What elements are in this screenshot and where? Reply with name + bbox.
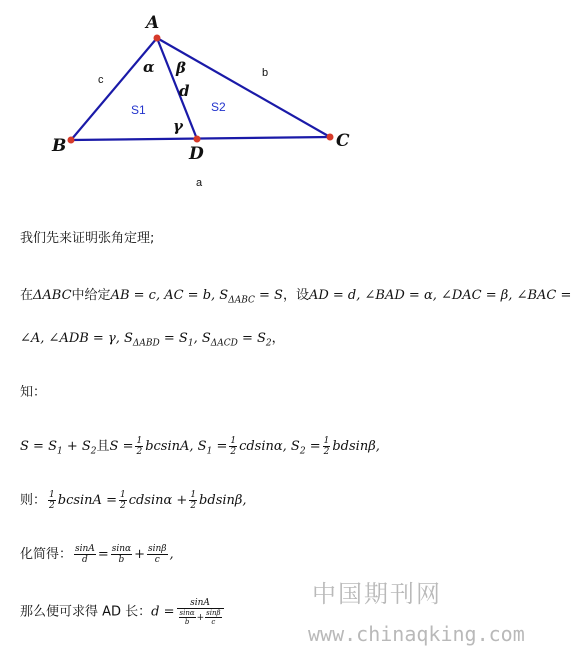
know-text: 知： bbox=[20, 385, 47, 400]
inner-frac-beta bbox=[205, 609, 221, 626]
given-sub1: ΔABC bbox=[228, 295, 255, 306]
step1-c: S = bbox=[109, 439, 134, 454]
half-den: 2 bbox=[136, 447, 143, 457]
line3-eq2: = S bbox=[159, 331, 188, 346]
given-mid: 中给定 bbox=[71, 288, 111, 303]
label-d: D bbox=[189, 144, 204, 164]
given-triangle: ΔABC bbox=[33, 288, 72, 303]
final-den bbox=[177, 609, 224, 626]
frac-den: b bbox=[118, 555, 125, 565]
half-num: 1 bbox=[49, 490, 55, 500]
inner-frac-alpha bbox=[179, 609, 196, 626]
given-line-2 bbox=[20, 328, 285, 355]
frac-num: sinα bbox=[111, 544, 132, 554]
point-b bbox=[68, 137, 75, 144]
intro-line bbox=[20, 228, 154, 250]
point-c bbox=[327, 134, 334, 141]
edge-ab bbox=[71, 38, 157, 140]
fraction-sinalpha-b bbox=[111, 544, 132, 565]
comma: , bbox=[169, 547, 174, 562]
angle-beta: β bbox=[176, 59, 186, 77]
fraction-sinA-d bbox=[74, 544, 96, 565]
step2-c: bdsinβ, bbox=[199, 493, 247, 508]
inner-num: sinα bbox=[179, 609, 195, 617]
given-prefix: 在 bbox=[20, 288, 34, 303]
line3-sub3: ΔACD bbox=[210, 338, 238, 349]
line3-eq4: = S bbox=[237, 331, 266, 346]
half-den: 2 bbox=[49, 501, 55, 511]
given-line-1 bbox=[20, 285, 571, 312]
watermark-site-name: 中国期刊网 bbox=[312, 580, 442, 608]
area-s2: S2 bbox=[211, 100, 226, 114]
label-b: B bbox=[52, 136, 67, 156]
step2-a: bcsinA = bbox=[57, 493, 117, 508]
final-line bbox=[20, 598, 226, 626]
half-num: 1 bbox=[230, 436, 237, 446]
line3-eq3: , S bbox=[193, 331, 211, 346]
step1-d: = bbox=[212, 439, 228, 454]
step1-e: = bbox=[305, 439, 321, 454]
half-den: 2 bbox=[323, 447, 330, 457]
frac-num: sinA bbox=[75, 544, 95, 554]
given-set: ，设 bbox=[282, 288, 309, 303]
triangle-figure bbox=[0, 0, 540, 200]
given-eq3: AD = d, ∠BAD = α, ∠DAC = β, ∠BAC = bbox=[308, 288, 571, 303]
area-s1: S1 bbox=[131, 103, 146, 117]
plus-sign: + bbox=[134, 547, 145, 562]
side-a-label: a bbox=[196, 177, 203, 189]
half-den: 2 bbox=[190, 501, 197, 511]
half-fraction bbox=[48, 490, 56, 511]
simplify-line bbox=[20, 544, 174, 566]
line3-sub4: 2 bbox=[265, 338, 272, 349]
watermark-url: www.chinaqking.com bbox=[308, 622, 525, 646]
frac-den: c bbox=[154, 555, 160, 565]
inner-den: c bbox=[211, 618, 216, 626]
step1-a-sub: 1 bbox=[56, 446, 63, 457]
given-eq2: = S bbox=[254, 288, 283, 303]
simplify-text: 化简得： bbox=[20, 547, 73, 562]
frac-num: sinβ bbox=[148, 544, 167, 554]
final-num: sinA bbox=[177, 598, 224, 609]
half-fraction bbox=[135, 436, 143, 457]
half-fraction bbox=[229, 436, 237, 457]
side-c-label: c bbox=[98, 74, 104, 86]
know-line bbox=[20, 382, 46, 404]
half-fraction bbox=[119, 490, 127, 511]
inner-den: b bbox=[184, 618, 190, 626]
final-text: 那么便可求得 AD 长： bbox=[20, 604, 152, 620]
intro-text: 我们先来证明张角定理; bbox=[20, 231, 155, 246]
frac-den: d bbox=[82, 555, 88, 565]
step2-b: cdsinα + bbox=[128, 493, 188, 508]
step1-line bbox=[20, 436, 380, 463]
line3-end: ， bbox=[271, 331, 285, 346]
final-d: d = bbox=[151, 604, 175, 620]
label-c: C bbox=[336, 131, 350, 151]
angle-alpha: α bbox=[143, 58, 155, 76]
line3-eq: ∠A, ∠ADB = γ, S bbox=[20, 331, 133, 346]
line3-sub1: ΔABD bbox=[132, 338, 160, 349]
fraction-sinbeta-c bbox=[147, 544, 168, 565]
step2-line bbox=[20, 490, 247, 512]
step1-a: S = S bbox=[20, 439, 57, 454]
half-fraction bbox=[189, 490, 197, 511]
half-fraction bbox=[323, 436, 331, 457]
side-b-label: b bbox=[262, 67, 269, 79]
inner-plus: + bbox=[196, 613, 205, 623]
given-eq1: AB = c, AC = b, S bbox=[110, 288, 229, 303]
half-den: 2 bbox=[230, 447, 237, 457]
equals-sign: = bbox=[97, 547, 109, 562]
segment-d-label: d bbox=[179, 82, 190, 100]
step1-d2-sub: 2 bbox=[299, 446, 306, 457]
line3-sub2: 1 bbox=[187, 338, 194, 349]
angle-gamma: γ bbox=[173, 117, 183, 135]
half-num: 1 bbox=[190, 490, 197, 500]
step1-b-sub: 2 bbox=[90, 446, 97, 457]
half-den: 2 bbox=[119, 501, 126, 511]
step1-c2-sub: 1 bbox=[206, 446, 213, 457]
half-num: 1 bbox=[136, 436, 143, 446]
step1-d2: cdsinα, S bbox=[239, 439, 300, 454]
label-a: A bbox=[146, 13, 160, 33]
then-text: 则： bbox=[20, 493, 47, 508]
step1-and: 且 bbox=[96, 439, 110, 454]
step1-e2: bdsinβ, bbox=[332, 439, 380, 454]
half-num: 1 bbox=[323, 436, 330, 446]
half-num: 1 bbox=[119, 490, 126, 500]
point-d bbox=[194, 136, 201, 143]
step1-b: + S bbox=[62, 439, 91, 454]
inner-num: sinβ bbox=[206, 609, 221, 617]
final-fraction bbox=[177, 598, 224, 626]
step1-c2: bcsinA, S bbox=[145, 439, 207, 454]
edge-bc bbox=[71, 137, 330, 140]
point-a bbox=[154, 35, 161, 42]
